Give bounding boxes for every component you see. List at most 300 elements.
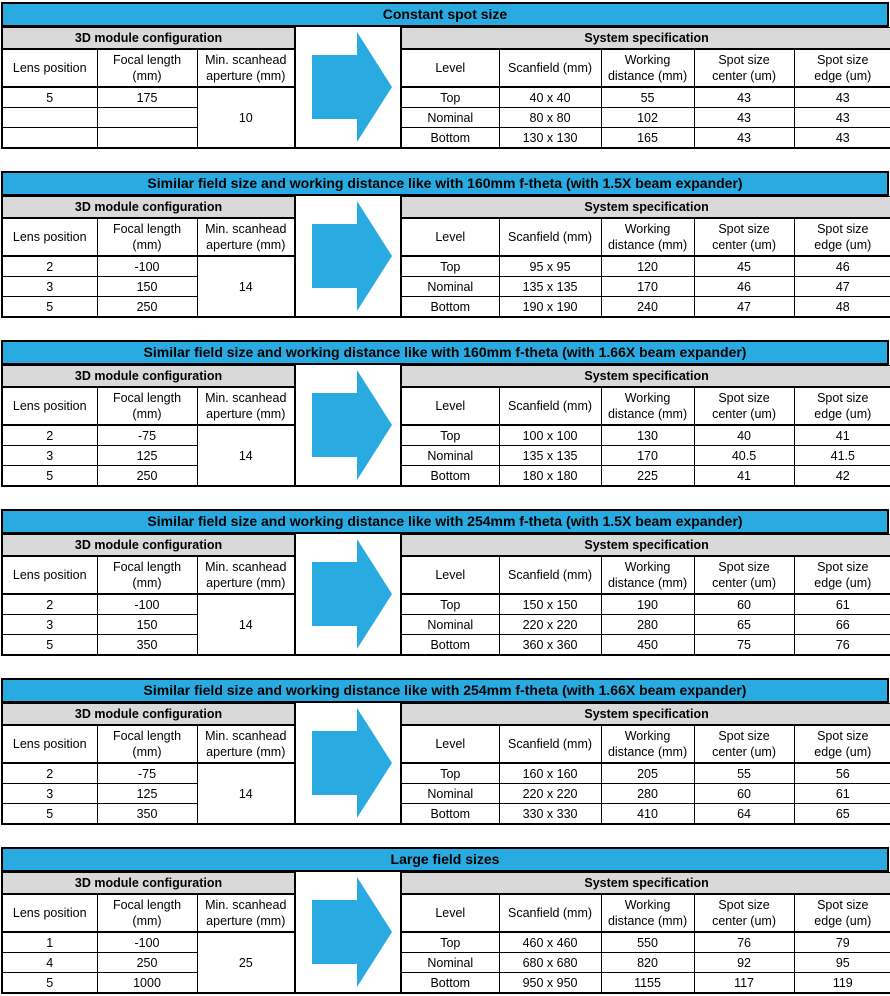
spec-row (401, 128, 890, 149)
right-arrow-icon (297, 30, 399, 144)
col-header-line: Spot size (817, 560, 869, 574)
col-header-line: Working (624, 898, 671, 912)
focal-length-value: 1000 (97, 973, 197, 994)
spec-row (401, 932, 890, 953)
level-value: Top (401, 256, 499, 277)
spec-col-header (694, 218, 794, 256)
config-col-header (2, 725, 97, 763)
col-header-line: Focal length (112, 391, 182, 405)
spec-col-header (694, 387, 794, 425)
config-section-header: 3D module configuration (2, 535, 295, 557)
spot-size-center-value: 40.5 (694, 446, 794, 466)
spec-data-rows (401, 87, 890, 148)
col-header-line: Working (624, 560, 671, 574)
working-distance-value: 120 (601, 256, 694, 277)
spec-col-header (401, 556, 499, 594)
col-header-line: center (um) (712, 69, 776, 83)
table-body (1, 703, 889, 825)
col-header-line: Working (624, 222, 671, 236)
spot-size-center-value: 43 (694, 128, 794, 149)
focal-length-value (97, 108, 197, 128)
col-header-line: Scanfield (mm) (508, 230, 593, 244)
col-header-line: distance (mm) (607, 69, 688, 83)
min-scanhead-aperture-value: 14 (197, 425, 295, 486)
spec-data-rows (401, 594, 890, 655)
scanfield-value: 135 x 135 (499, 277, 601, 297)
col-header-line: distance (mm) (607, 745, 688, 759)
config-col-header (97, 894, 197, 932)
col-header-line: edge (um) (814, 914, 872, 928)
spec-section-header: System specification (401, 197, 890, 219)
spec-section-header: System specification (401, 873, 890, 895)
min-scanhead-aperture-value: 14 (197, 594, 295, 655)
spot-size-edge-value: 65 (794, 804, 890, 825)
working-distance-value: 280 (601, 784, 694, 804)
lens-position-value: 5 (2, 297, 97, 318)
col-header-line: Level (435, 399, 466, 413)
working-distance-value: 165 (601, 128, 694, 149)
working-distance-value: 55 (601, 87, 694, 108)
spec-col-header (499, 218, 601, 256)
col-header-line: center (um) (712, 238, 776, 252)
col-header-line: edge (um) (814, 238, 872, 252)
spec-col-header (601, 218, 694, 256)
col-header-line: Focal length (112, 898, 182, 912)
scanfield-value: 190 x 190 (499, 297, 601, 318)
table-body (1, 27, 889, 149)
col-header-line: distance (mm) (607, 576, 688, 590)
spot-size-center-value: 45 (694, 256, 794, 277)
lens-position-value: 2 (2, 594, 97, 615)
table-body (1, 196, 889, 318)
spot-size-edge-value: 41 (794, 425, 890, 446)
col-header-line: Min. scanhead (205, 898, 287, 912)
working-distance-value: 1155 (601, 973, 694, 994)
col-header-line: Working (624, 729, 671, 743)
spot-size-edge-value: 76 (794, 635, 890, 656)
col-header-line: Level (435, 568, 466, 582)
table-title: Similar field size and working distance like with 254mm f-theta (with 1.66X beam expander) (1, 678, 889, 703)
config-data-rows (2, 256, 295, 317)
right-arrow-icon (297, 706, 399, 820)
table-block-4 (1, 509, 889, 656)
table-title: Similar field size and working distance like with 254mm f-theta (with 1.5X beam expander) (1, 509, 889, 534)
spot-size-center-value: 76 (694, 932, 794, 953)
lens-position-value: 1 (2, 932, 97, 953)
scanfield-value: 100 x 100 (499, 425, 601, 446)
focal-length-value: 250 (97, 297, 197, 318)
scanfield-value: 40 x 40 (499, 87, 601, 108)
col-header-line: Scanfield (mm) (508, 568, 593, 582)
spot-size-edge-value: 43 (794, 128, 890, 149)
focal-length-value: 125 (97, 446, 197, 466)
col-header-line: aperture (mm) (206, 407, 286, 421)
spot-size-edge-value: 56 (794, 763, 890, 784)
table-body (1, 365, 889, 487)
config-col-header (197, 387, 295, 425)
scanfield-value: 130 x 130 (499, 128, 601, 149)
spec-row (401, 635, 890, 656)
spot-size-center-value: 43 (694, 87, 794, 108)
col-header-line: Spot size (817, 391, 869, 405)
working-distance-value: 205 (601, 763, 694, 784)
lens-position-value: 4 (2, 953, 97, 973)
spec-data-rows (401, 256, 890, 317)
col-header-line: Lens position (12, 906, 87, 920)
config-col-header (97, 725, 197, 763)
arrow-cell (296, 27, 400, 149)
working-distance-value: 190 (601, 594, 694, 615)
config-col-header (2, 49, 97, 87)
right-arrow-icon (297, 368, 399, 482)
config-row (2, 932, 295, 953)
spec-col-header (694, 49, 794, 87)
focal-length-value: 350 (97, 804, 197, 825)
spec-section-header: System specification (401, 704, 890, 726)
spec-column-headers (401, 387, 890, 425)
spot-size-edge-value: 61 (794, 594, 890, 615)
config-col-header (97, 556, 197, 594)
table-body (1, 534, 889, 656)
level-value: Top (401, 87, 499, 108)
spec-col-header (499, 894, 601, 932)
min-scanhead-aperture-value: 14 (197, 763, 295, 824)
spot-size-center-value: 60 (694, 594, 794, 615)
config-column-headers (2, 556, 295, 594)
config-section-header: 3D module configuration (2, 704, 295, 726)
working-distance-value: 170 (601, 446, 694, 466)
level-value: Bottom (401, 128, 499, 149)
col-header-line: Focal length (112, 729, 182, 743)
spec-row (401, 973, 890, 994)
scanfield-value: 360 x 360 (499, 635, 601, 656)
right-arrow-icon (297, 199, 399, 313)
spot-size-edge-value: 95 (794, 953, 890, 973)
col-header-line: Focal length (112, 222, 182, 236)
spec-col-header (694, 556, 794, 594)
col-header-line: distance (mm) (607, 407, 688, 421)
spec-col-header (499, 387, 601, 425)
lens-position-value: 2 (2, 256, 97, 277)
config-col-header (97, 218, 197, 256)
spec-section-header: System specification (401, 28, 890, 50)
spec-row (401, 763, 890, 784)
spot-size-edge-value: 41.5 (794, 446, 890, 466)
min-scanhead-aperture-value: 10 (197, 87, 295, 148)
col-header-line: Lens position (12, 568, 87, 582)
spec-col-header (401, 218, 499, 256)
spot-size-center-value: 47 (694, 297, 794, 318)
spot-size-center-value: 65 (694, 615, 794, 635)
spec-col-header (601, 556, 694, 594)
spec-col-header (401, 894, 499, 932)
spot-size-edge-value: 43 (794, 108, 890, 128)
focal-length-value: -75 (97, 763, 197, 784)
col-header-line: Spot size (718, 898, 770, 912)
spec-col-header (694, 725, 794, 763)
col-header-line: aperture (mm) (206, 576, 286, 590)
col-header-line: Spot size (817, 898, 869, 912)
working-distance-value: 820 (601, 953, 694, 973)
config-col-header (97, 49, 197, 87)
spec-col-header (794, 556, 890, 594)
spot-size-center-value: 46 (694, 277, 794, 297)
col-header-line: Min. scanhead (205, 391, 287, 405)
col-header-line: Min. scanhead (205, 53, 287, 67)
working-distance-value: 170 (601, 277, 694, 297)
spec-row (401, 466, 890, 487)
config-section-header: 3D module configuration (2, 366, 295, 388)
spot-size-edge-value: 61 (794, 784, 890, 804)
spot-size-center-value: 75 (694, 635, 794, 656)
config-table (1, 196, 296, 318)
col-header-line: Level (435, 61, 466, 75)
spec-col-header (794, 49, 890, 87)
spec-col-header (499, 725, 601, 763)
level-value: Nominal (401, 277, 499, 297)
spec-row (401, 297, 890, 318)
spec-col-header (794, 387, 890, 425)
config-column-headers (2, 218, 295, 256)
col-header-line: center (um) (712, 576, 776, 590)
config-data-rows (2, 425, 295, 486)
spec-table (400, 534, 890, 656)
spec-col-header (401, 725, 499, 763)
scanfield-value: 95 x 95 (499, 256, 601, 277)
col-header-line: aperture (mm) (206, 69, 286, 83)
spec-column-headers (401, 218, 890, 256)
config-column-headers (2, 894, 295, 932)
arrow-cell (296, 872, 400, 994)
col-header-line: Focal length (112, 560, 182, 574)
config-data-rows (2, 594, 295, 655)
col-header-line: edge (um) (814, 745, 872, 759)
scanfield-value: 220 x 220 (499, 615, 601, 635)
level-value: Top (401, 425, 499, 446)
min-scanhead-aperture-value: 25 (197, 932, 295, 993)
col-header-line: Lens position (12, 61, 87, 75)
col-header-line: Level (435, 737, 466, 751)
spec-data-rows (401, 763, 890, 824)
focal-length-value (97, 128, 197, 149)
scanfield-value: 160 x 160 (499, 763, 601, 784)
col-header-line: Spot size (817, 222, 869, 236)
config-column-headers (2, 725, 295, 763)
focal-length-value: 250 (97, 466, 197, 487)
spec-col-header (601, 725, 694, 763)
level-value: Top (401, 763, 499, 784)
scanfield-value: 680 x 680 (499, 953, 601, 973)
table-body (1, 872, 889, 994)
focal-length-value: 150 (97, 277, 197, 297)
spec-col-header (794, 725, 890, 763)
config-row (2, 425, 295, 446)
spot-size-edge-value: 66 (794, 615, 890, 635)
spot-size-center-value: 41 (694, 466, 794, 487)
scanfield-value: 180 x 180 (499, 466, 601, 487)
spot-size-edge-value: 43 (794, 87, 890, 108)
spec-col-header (601, 894, 694, 932)
config-row (2, 87, 295, 108)
spec-table (400, 872, 890, 994)
lens-position-value: 5 (2, 973, 97, 994)
working-distance-value: 240 (601, 297, 694, 318)
level-value: Nominal (401, 615, 499, 635)
level-value: Bottom (401, 297, 499, 318)
table-block-1 (1, 2, 889, 149)
spec-col-header (601, 49, 694, 87)
spec-table (400, 27, 890, 149)
table-title: Similar field size and working distance like with 160mm f-theta (with 1.66X beam expander) (1, 340, 889, 365)
col-header-line: edge (um) (814, 407, 872, 421)
col-header-line: Min. scanhead (205, 222, 287, 236)
table-block-5 (1, 678, 889, 825)
spot-size-center-value: 43 (694, 108, 794, 128)
col-header-line: Spot size (718, 560, 770, 574)
spec-column-headers (401, 725, 890, 763)
col-header-line: aperture (mm) (206, 745, 286, 759)
spec-row (401, 615, 890, 635)
spec-data-rows (401, 425, 890, 486)
spot-size-center-value: 64 (694, 804, 794, 825)
level-value: Top (401, 594, 499, 615)
spot-size-edge-value: 79 (794, 932, 890, 953)
focal-length-value: -100 (97, 256, 197, 277)
focal-length-value: -75 (97, 425, 197, 446)
config-table (1, 703, 296, 825)
spot-size-center-value: 117 (694, 973, 794, 994)
spot-size-center-value: 55 (694, 763, 794, 784)
col-header-line: Lens position (12, 399, 87, 413)
working-distance-value: 280 (601, 615, 694, 635)
col-header-line: Spot size (718, 53, 770, 67)
config-section-header: 3D module configuration (2, 28, 295, 50)
table-block-3 (1, 340, 889, 487)
config-col-header (197, 218, 295, 256)
lens-position-value: 3 (2, 277, 97, 297)
spec-row (401, 108, 890, 128)
col-header-line: distance (mm) (607, 914, 688, 928)
col-header-line: Min. scanhead (205, 560, 287, 574)
config-data-rows (2, 932, 295, 993)
col-header-line: (mm) (132, 914, 162, 928)
config-data-rows (2, 87, 295, 148)
level-value: Nominal (401, 953, 499, 973)
spec-column-headers (401, 894, 890, 932)
focal-length-value: 175 (97, 87, 197, 108)
table-block-6 (1, 847, 889, 994)
config-table (1, 872, 296, 994)
working-distance-value: 450 (601, 635, 694, 656)
spec-table (400, 703, 890, 825)
focal-length-value: 150 (97, 615, 197, 635)
lens-position-value: 3 (2, 784, 97, 804)
spot-size-edge-value: 42 (794, 466, 890, 487)
spec-row (401, 804, 890, 825)
config-col-header (197, 725, 295, 763)
arrow-cell (296, 534, 400, 656)
config-table (1, 365, 296, 487)
lens-position-value (2, 128, 97, 149)
col-header-line: Working (624, 53, 671, 67)
config-col-header (197, 556, 295, 594)
col-header-line: center (um) (712, 745, 776, 759)
table-title: Constant spot size (1, 2, 889, 27)
spot-size-edge-value: 47 (794, 277, 890, 297)
spec-row (401, 953, 890, 973)
config-data-rows (2, 763, 295, 824)
col-header-line: Spot size (718, 729, 770, 743)
level-value: Nominal (401, 446, 499, 466)
col-header-line: aperture (mm) (206, 238, 286, 252)
spec-col-header (401, 49, 499, 87)
config-row (2, 763, 295, 784)
config-col-header (2, 218, 97, 256)
level-value: Bottom (401, 466, 499, 487)
scanfield-value: 220 x 220 (499, 784, 601, 804)
spec-col-header (499, 556, 601, 594)
spec-section-header: System specification (401, 366, 890, 388)
col-header-line: Scanfield (mm) (508, 906, 593, 920)
lens-position-value: 5 (2, 87, 97, 108)
lens-position-value: 2 (2, 763, 97, 784)
config-column-headers (2, 49, 295, 87)
lens-position-value: 5 (2, 466, 97, 487)
spec-col-header (794, 218, 890, 256)
scanfield-value: 135 x 135 (499, 446, 601, 466)
config-col-header (97, 387, 197, 425)
spot-size-edge-value: 46 (794, 256, 890, 277)
focal-length-value: -100 (97, 932, 197, 953)
config-col-header (2, 387, 97, 425)
spec-row (401, 425, 890, 446)
col-header-line: edge (um) (814, 69, 872, 83)
col-header-line: Scanfield (mm) (508, 61, 593, 75)
col-header-line: center (um) (712, 914, 776, 928)
spot-size-center-value: 40 (694, 425, 794, 446)
level-value: Bottom (401, 804, 499, 825)
level-value: Top (401, 932, 499, 953)
lens-position-value: 3 (2, 446, 97, 466)
arrow-cell (296, 365, 400, 487)
min-scanhead-aperture-value: 14 (197, 256, 295, 317)
spec-table (400, 196, 890, 318)
lens-position-value: 3 (2, 615, 97, 635)
col-header-line: edge (um) (814, 576, 872, 590)
arrow-cell (296, 703, 400, 825)
col-header-line: (mm) (132, 69, 162, 83)
col-header-line: Working (624, 391, 671, 405)
spec-row (401, 256, 890, 277)
spot-size-center-value: 60 (694, 784, 794, 804)
spec-row (401, 784, 890, 804)
config-row (2, 594, 295, 615)
config-table (1, 27, 296, 149)
right-arrow-icon (297, 875, 399, 989)
table-title: Large field sizes (1, 847, 889, 872)
spec-col-header (499, 49, 601, 87)
col-header-line: Spot size (817, 729, 869, 743)
config-table (1, 534, 296, 656)
config-column-headers (2, 387, 295, 425)
focal-length-value: 250 (97, 953, 197, 973)
lens-position-value: 2 (2, 425, 97, 446)
scanfield-value: 460 x 460 (499, 932, 601, 953)
lens-position-value: 5 (2, 635, 97, 656)
col-header-line: Lens position (12, 230, 87, 244)
scanfield-value: 80 x 80 (499, 108, 601, 128)
col-header-line: Min. scanhead (205, 729, 287, 743)
